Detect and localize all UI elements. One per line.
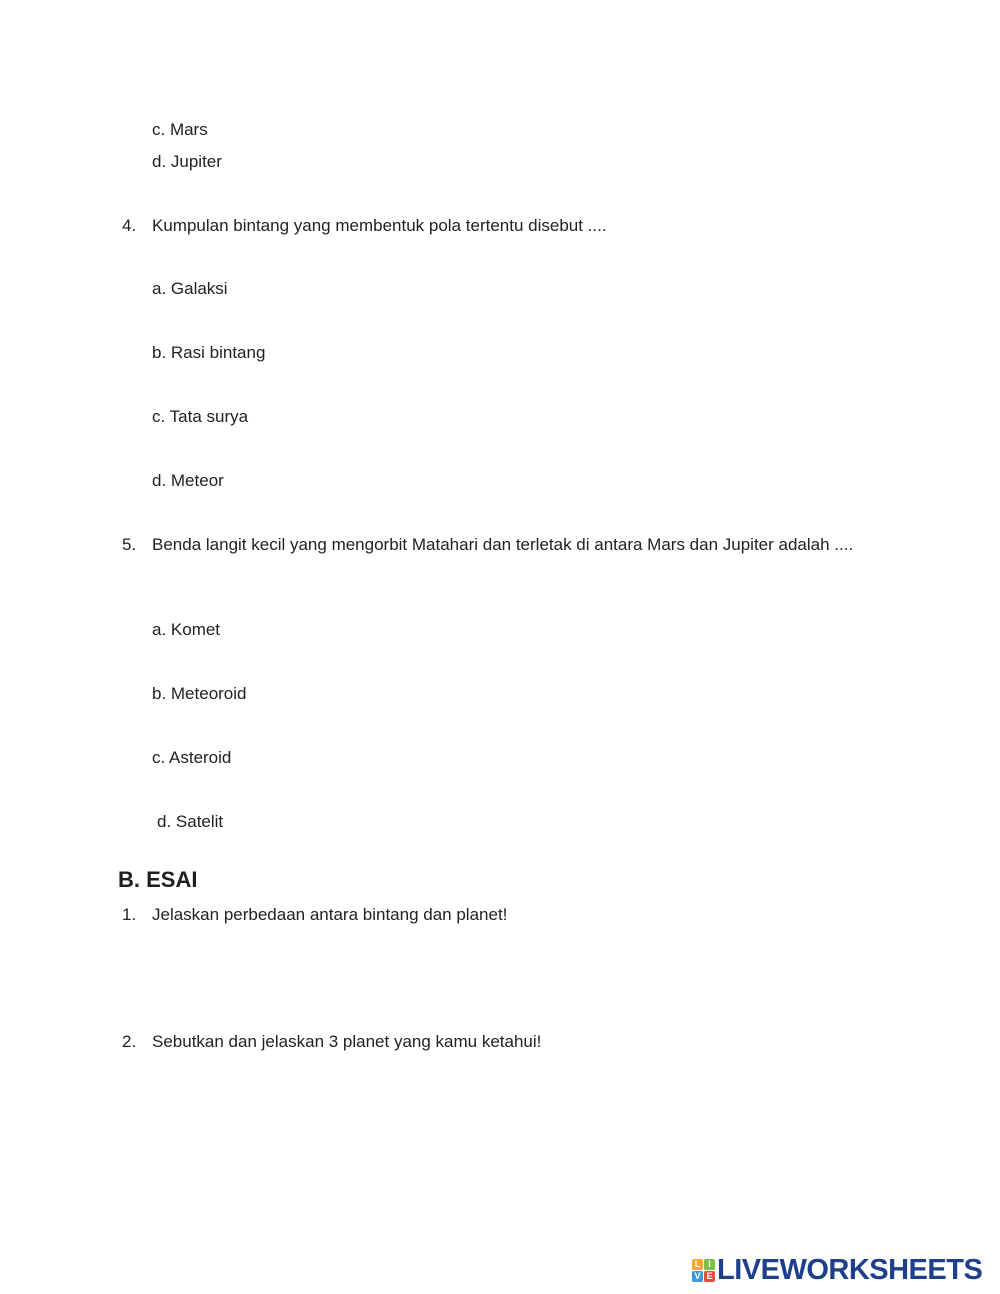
- option-c: c. Asteroid: [152, 748, 232, 767]
- option-a: a. Galaksi: [152, 279, 228, 298]
- logo-letter-l: L: [692, 1259, 703, 1270]
- question-number: 2.: [122, 1032, 137, 1051]
- question-number: 5.: [122, 535, 137, 554]
- liveworksheets-logo: [692, 1254, 982, 1286]
- logo-letter-i: I: [704, 1259, 715, 1270]
- logo-letter-e: E: [704, 1271, 715, 1282]
- option-a: a. Komet: [152, 620, 221, 639]
- option-b: b. Rasi bintang: [152, 343, 266, 362]
- option-b: b. Meteoroid: [152, 684, 247, 703]
- option-d: d. Satelit: [157, 812, 224, 831]
- option-d-jupiter: d. Jupiter: [152, 152, 222, 171]
- question-number: 1.: [122, 905, 137, 924]
- question-text: Sebutkan dan jelaskan 3 planet yang kamu ketahui!: [152, 1032, 542, 1051]
- question-text: Benda langit kecil yang mengorbit Matahari dan terletak di antara Mars dan Jupiter adalah ....: [152, 535, 854, 554]
- option-d: d. Meteor: [152, 471, 224, 490]
- question-number: 4.: [122, 216, 137, 235]
- question-text: Kumpulan bintang yang membentuk pola tertentu disebut ....: [152, 216, 607, 235]
- section-b-heading: B. ESAI: [118, 867, 198, 892]
- logo-text: LIVEWORKSHEETS: [717, 1254, 983, 1286]
- logo-mark-icon: [692, 1259, 715, 1282]
- option-c: c. Tata surya: [152, 407, 249, 426]
- logo-letter-v: V: [692, 1271, 703, 1282]
- question-text: Jelaskan perbedaan antara bintang dan planet!: [152, 905, 508, 924]
- option-c-mars: c. Mars: [152, 120, 208, 139]
